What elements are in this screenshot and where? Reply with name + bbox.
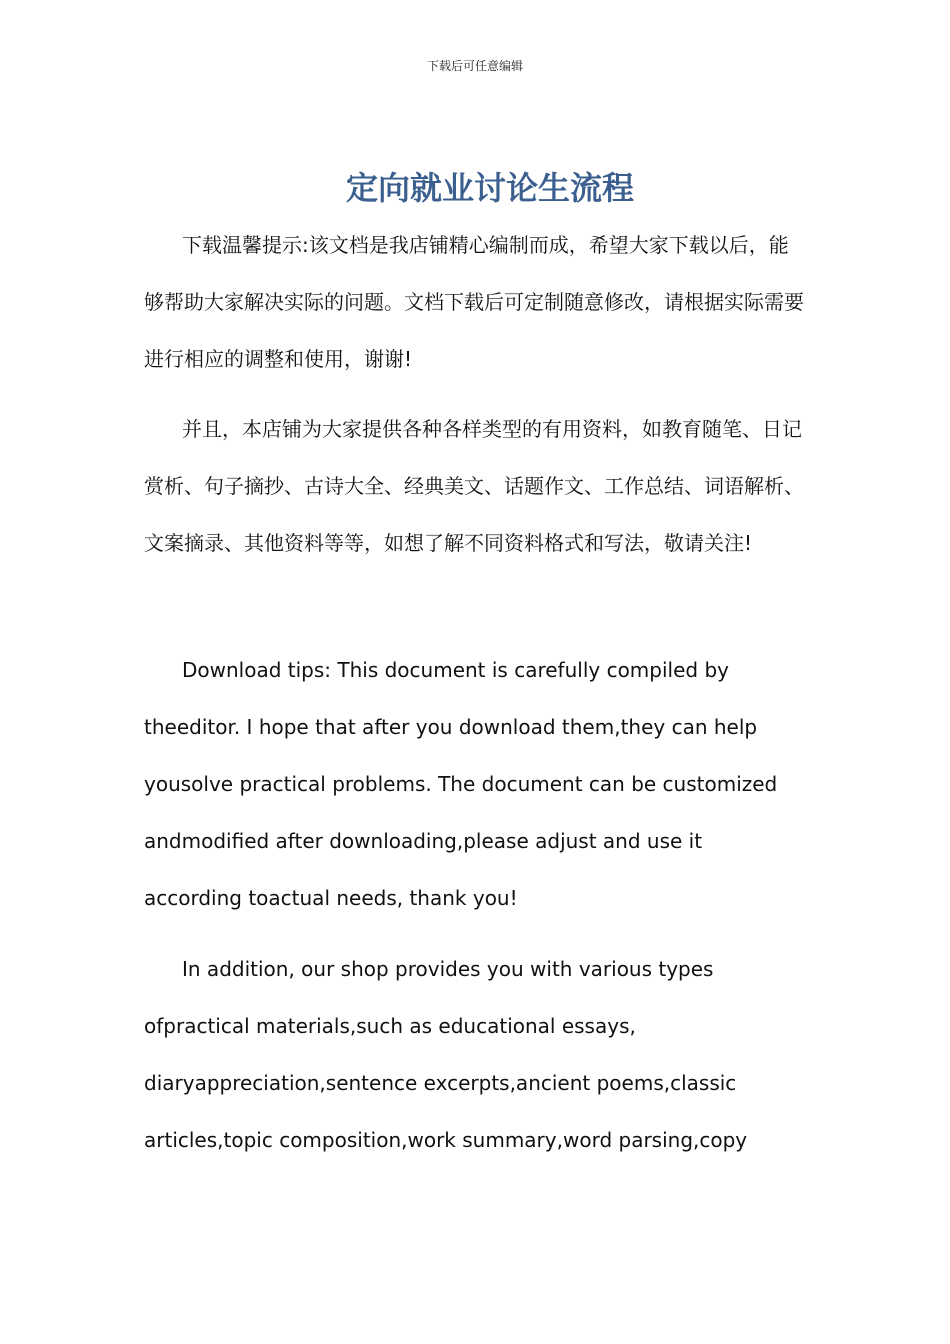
- page-header-note: 下载后可任意编辑: [426, 59, 523, 73]
- paragraph-download-tip-en: [144, 642, 806, 927]
- paragraph-text: Download tips: This document is carefully compiled by theeditor. I hope that after you download them,they can help yousolve practical problems. The document can be customized andmodified after downloading,please adjust and use it according toactual needs, thank you!: [144, 658, 778, 910]
- paragraph-text: 并且，本店铺为大家提供各种各样类型的有用资料，如教育随笔、日记赏析、句子摘抄、古诗大全、经典美文、话题作文、工作总结、词语解析、文案摘录、其他资料等等，如想了解不同资料格式和写法，敬请关注!: [144, 417, 804, 555]
- paragraph-shop-intro-cn: [144, 401, 806, 572]
- document-title: 定向就业讨论生流程: [345, 169, 634, 207]
- paragraph-shop-intro-en: [144, 941, 806, 1169]
- paragraph-download-tip-cn: [144, 217, 806, 388]
- paragraph-text: 下载温馨提示:该文档是我店铺精心编制而成，希望大家下载以后，能够帮助大家解决实际的问题。文档下载后可定制随意修改，请根据实际需要进行相应的调整和使用，谢谢!: [144, 233, 804, 371]
- paragraph-text: In addition, our shop provides you with various types ofpractical materials,such as educational essays, diaryappreciation,sentence excerpts,ancient poems,classic articles,topic composition,work summary,word parsing,copy: [144, 957, 748, 1152]
